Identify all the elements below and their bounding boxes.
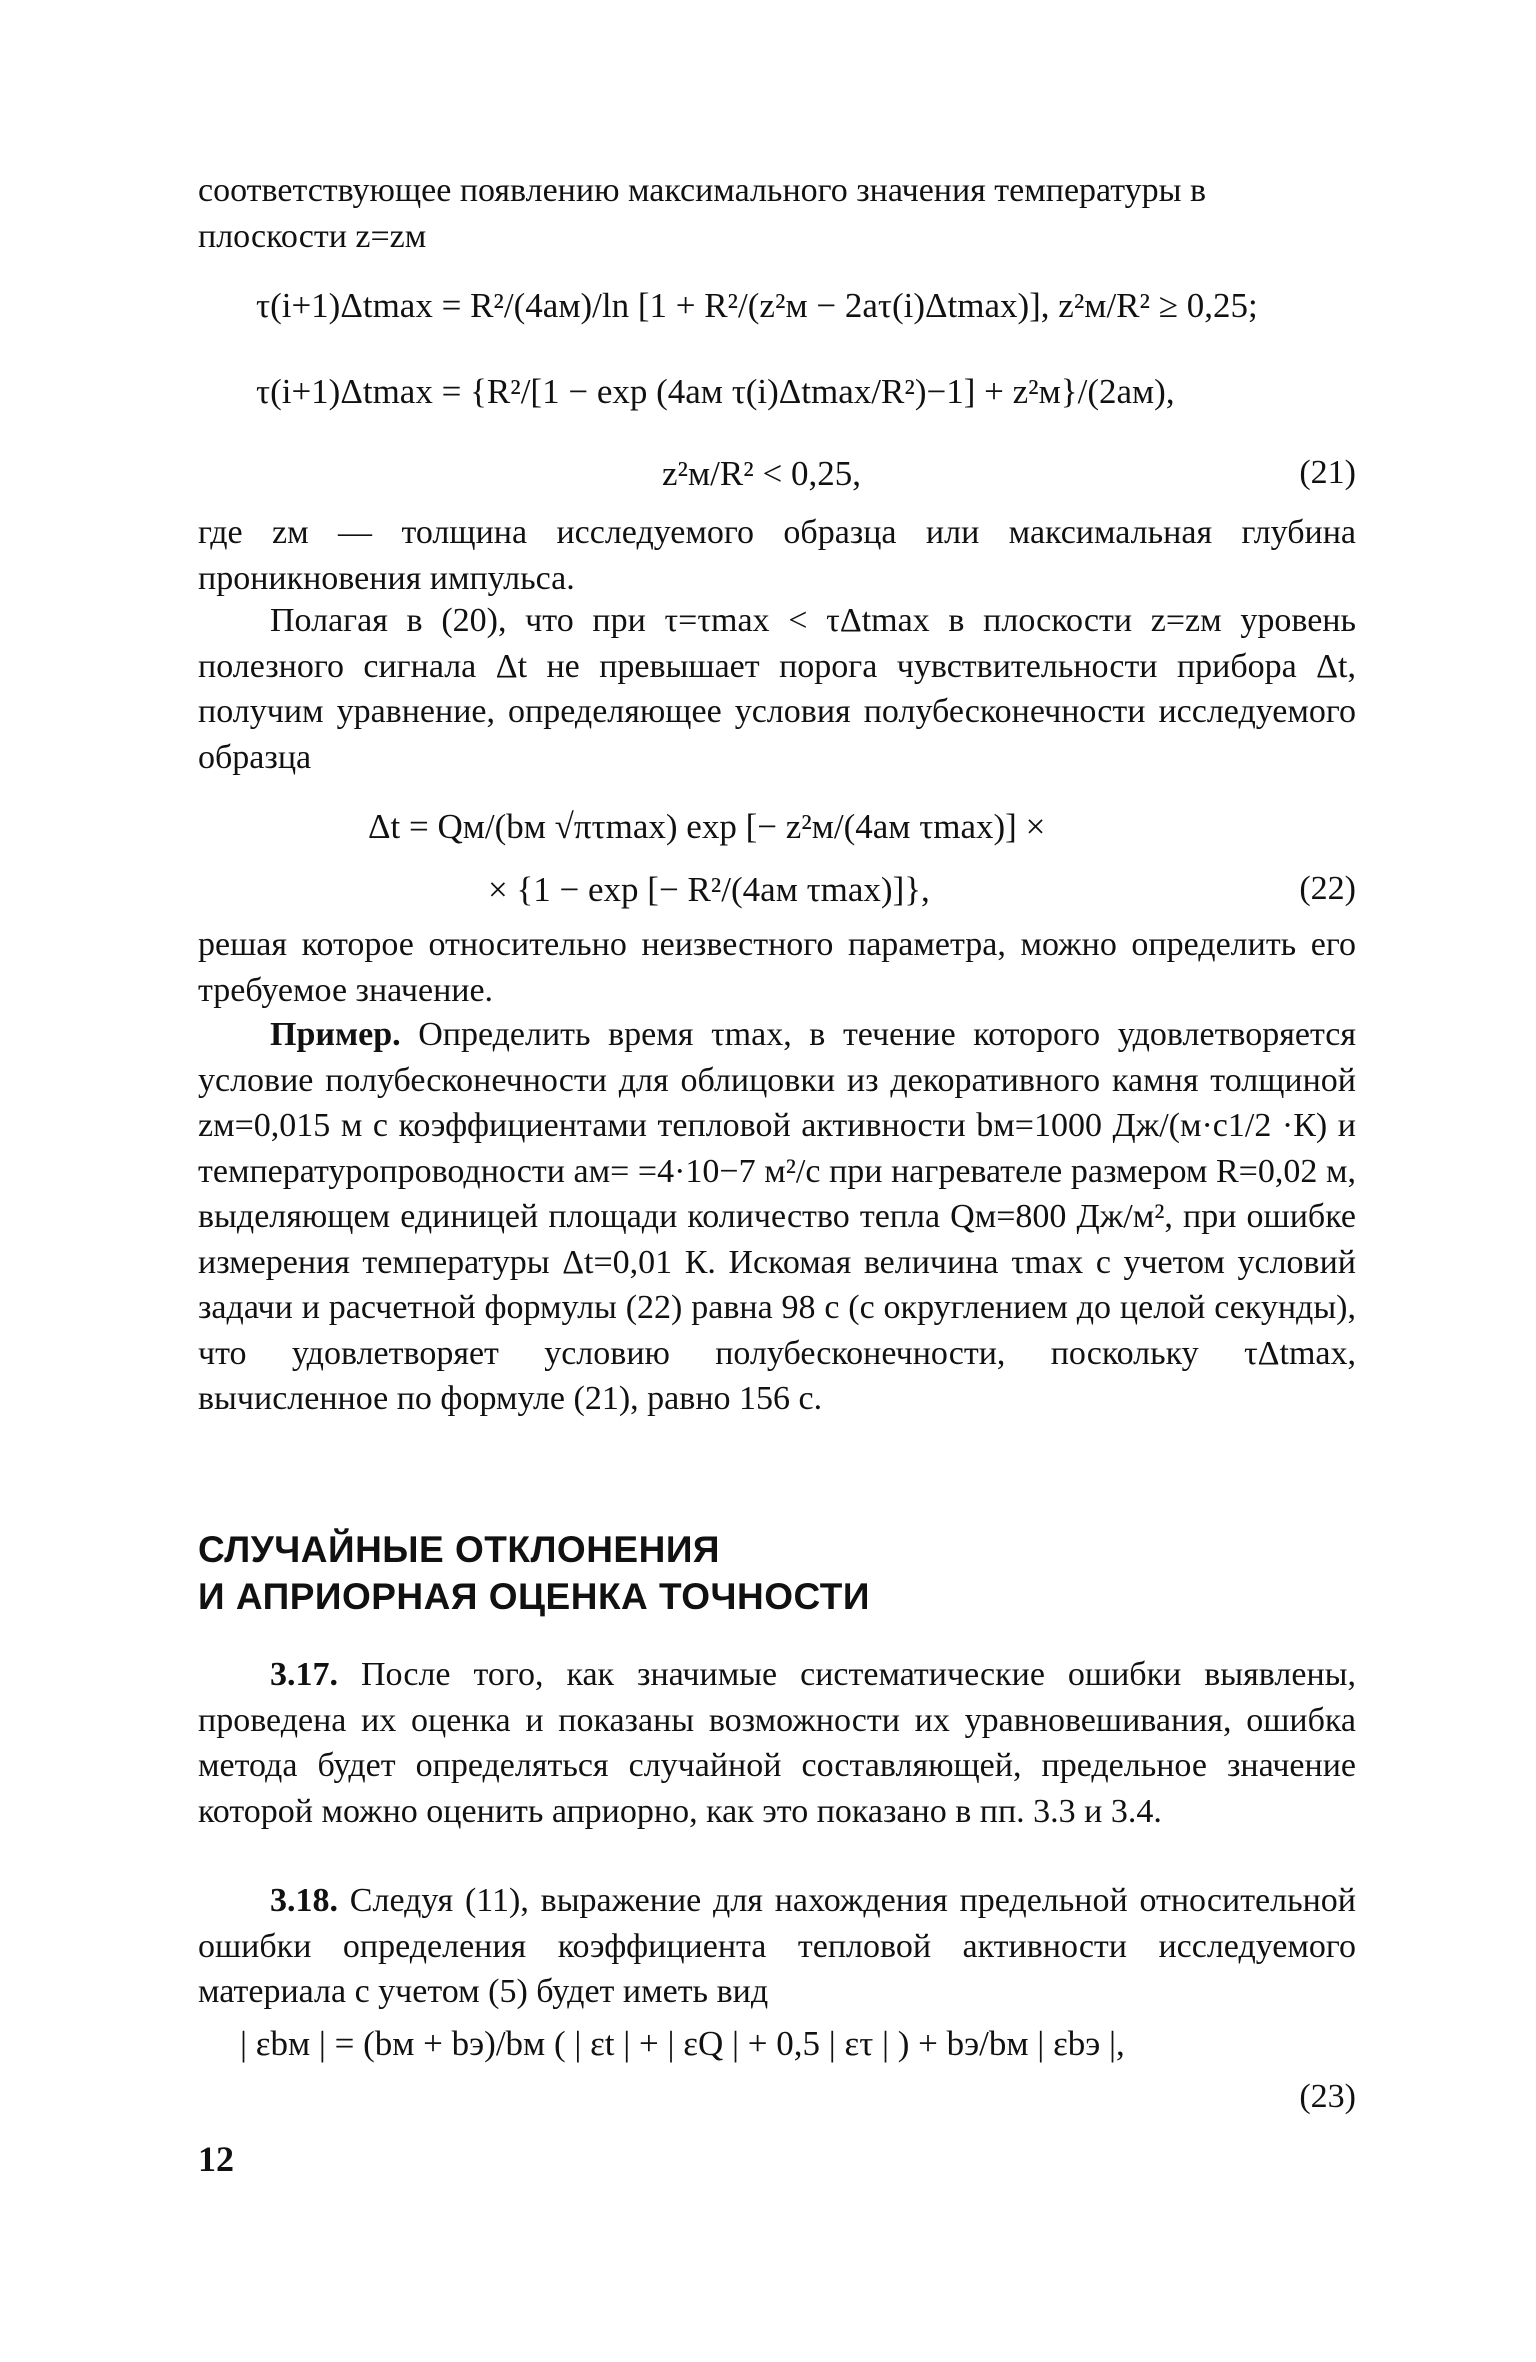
intro-line-2: плоскости z=zм [198,217,427,255]
example-label: Пример. [270,1016,401,1053]
eq23-line-1: | εbм | = (bм + bэ)/bм ( | εt | + | εQ | + 0,5 | ετ | ) + bэ/bм | εbэ |, [240,2024,1125,2063]
example-paragraph [198,1012,1356,1422]
eq21-line-3: z²м/R² < 0,25, [662,454,861,493]
para-solve-text: решая которое относительно неизвестного параметра, можно определить его требуемое значение. [198,926,1356,1009]
eq22-line-2: × {1 − exp [− R²/(4aм τmax)]}, [488,870,930,909]
paragraph-3-17-text: После того, как значимые систематические ошибки выявлены, проведена их оценка и показаны возможности их уравновешивания, ошибка метода будет определяться случайной составляющей, предельное значение которой можно оценить априорно, как это показано в пп. 3.3 и 3.4. [198,1656,1356,1830]
eq23-number: (23) [1299,2078,1356,2115]
para-solve [198,922,1356,1013]
section-heading-line-1: СЛУЧАЙНЫЕ ОТКЛОНЕНИЯ [198,1529,721,1570]
para-assume-text: Полагая в (20), что при τ=τmax < τΔtmax в плоскости z=zм уровень полезного сигнала Δt не превышает порога чувствительности прибора Δt, получим уравнение, определяющее условия полубесконечности исследуемого образца [198,602,1356,776]
para-where [198,510,1356,601]
eq21-line-2: τ(i+1)Δtmax = {R²/[1 − exp (4aм τ(i)Δtmax/R²)−1] + z²м}/(2aм), [256,372,1175,411]
example-text: Определить время τmax, в течение которого удовлетворяется условие полубесконечности для облицовки из декоративного камня толщиной zм=0,015 м с коэффициентами тепловой активности bм=1000 Дж/(м·с1/2 ·К) и температуропроводности aм= =4·10−7 м²/с при нагревателе размером R=0,02 м, выделяющем единицей площади количество тепла Qм=800 Дж/м², при ошибке измерения температуры Δt=0,01 К. Искомая величина τmax с учетом условий задачи и расчетной формулы (22) равна 98 с (с округлением до целой секунды), что удовлетворяет условию полубесконечности, поскольку τΔtmax, вычисленное по формуле (21), равно 156 с. [198,1016,1356,1417]
section-heading-line-2: И АПРИОРНАЯ ОЦЕНКА ТОЧНОСТИ [198,1576,870,1617]
page-number: 12 [198,2139,234,2179]
eq21-number: (21) [1299,454,1356,491]
eq22-number: (22) [1299,870,1356,907]
para-assume [198,598,1356,780]
intro-line-1: соответствующее появлению максимального значения температуры в [198,172,1207,209]
paragraph-3-18 [198,1878,1356,2015]
section-heading [198,1526,870,1620]
intro-text [198,168,1356,259]
paragraph-3-18-number: 3.18. [270,1882,338,1919]
paragraph-3-17-number: 3.17. [270,1656,338,1693]
paragraph-3-18-text: Следуя (11), выражение для нахождения предельной относительной ошибки определения коэффициента тепловой активности исследуемого материала с учетом (5) будет иметь вид [198,1882,1357,2010]
eq21-line-1: τ(i+1)Δtmax = R²/(4aм)/ln [1 + R²/(z²м − 2aτ(i)Δtmax)], z²м/R² ≥ 0,25; [256,286,1258,325]
paragraph-3-17 [198,1652,1356,1834]
eq22-line-1: Δt = Qм/(bм √πτmax) exp [− z²м/(4aм τmax)] × [368,807,1046,846]
para-where-text: где zм — толщина исследуемого образца или максимальная глубина проникновения импульса. [198,514,1356,597]
